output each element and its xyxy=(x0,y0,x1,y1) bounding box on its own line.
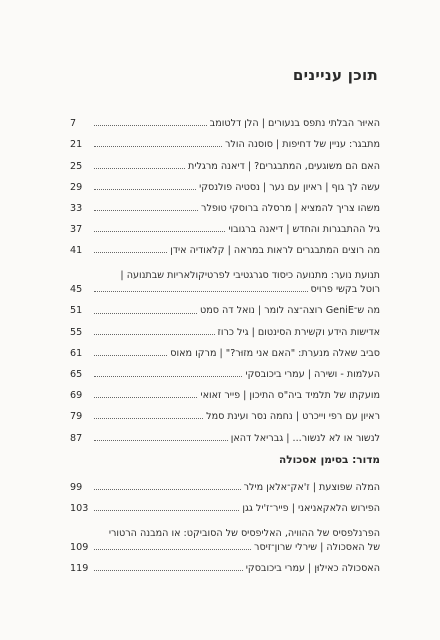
toc-entry-title: הפירוש הלאקאניאני | פייר־ז'יל גגן xyxy=(242,502,380,514)
page-number: 25 xyxy=(70,160,83,172)
toc-entry xyxy=(70,317,380,338)
toc-entry-title: מתבגר: עניין של דחיפות | סוסנה הולר xyxy=(225,139,380,151)
page-number: 79 xyxy=(70,411,83,423)
toc-entry-title: אדישות הידע וקשירת הסינטום | גיל כרוז xyxy=(217,326,380,338)
dot-leader xyxy=(94,251,167,253)
toc-entry-title: תנועת נוער: מתנועה כיסוד סגרגטיבי לפרטיקולאריות שבתנועה | xyxy=(120,270,380,282)
page-title: תוכן עניינים xyxy=(292,66,378,84)
toc-entry-title: מועקתו של תלמיד ביה"ס התיכון | פייר זאואי xyxy=(200,390,380,402)
dot-leader xyxy=(94,124,207,126)
toc-entry-author: של האסכולה | שירלי שרון־זיסר xyxy=(254,541,380,553)
page-number: 87 xyxy=(70,432,83,444)
dot-leader xyxy=(94,417,203,419)
toc-entry-title: האם הם משוגעים, המתבגרים? | דיאנה מרגלית xyxy=(188,160,380,172)
page-number: 33 xyxy=(70,202,83,214)
dot-leader xyxy=(94,548,251,550)
toc-entry xyxy=(70,359,380,380)
toc-entry xyxy=(70,553,380,574)
toc-entry xyxy=(70,256,380,295)
toc-entry xyxy=(70,150,380,171)
toc-entry-title: משהו צריך להמציא | מרסלה ברוסקי טופלר xyxy=(201,202,380,214)
page-number: 41 xyxy=(70,245,83,257)
toc-entry-title: הפרנלפסיס של ההוויה, האליפסיס של הסוביקט: או המבנה הרטורי xyxy=(108,527,380,539)
toc-entry-title: עשה לך גוף | ראיון עם נער | נסטיה פולנסקי xyxy=(199,181,380,193)
toc-entry-line xyxy=(70,542,380,553)
page-number: 61 xyxy=(70,347,83,359)
toc-entry xyxy=(70,129,380,150)
toc-entry xyxy=(70,380,380,401)
page-number: 29 xyxy=(70,181,83,193)
toc-entry-title: סביב שאלה מנערת: "האם אני מזוּר?" | מרקו מאוס xyxy=(170,347,380,359)
toc-entry xyxy=(70,214,380,235)
page-number: 7 xyxy=(70,118,77,130)
page-number: 45 xyxy=(70,284,83,296)
toc-entry-title: המלה שפוצעת | ז'אק־אלאן מילר xyxy=(243,481,380,493)
toc-entry xyxy=(70,338,380,359)
toc-entry-author: רוטל בקשי פרויס xyxy=(310,284,380,296)
dot-leader xyxy=(94,312,197,314)
dot-leader xyxy=(94,439,228,441)
dot-leader xyxy=(94,209,198,211)
dot-leader xyxy=(94,354,167,356)
toc-entry xyxy=(70,472,380,493)
page-number: 65 xyxy=(70,369,83,381)
page-number: 37 xyxy=(70,224,83,236)
toc-entry xyxy=(70,108,380,129)
dot-leader xyxy=(94,188,196,190)
toc-entry-line xyxy=(70,284,380,295)
toc-entry-title: האיוּר הבלתי נתפס בנעורים | הלן דלטומב xyxy=(209,118,380,130)
toc-entry-title: מה רוצים המתבגרים לראות במראה | קלאודיה אידן xyxy=(170,245,380,257)
dot-leader xyxy=(94,375,242,377)
dot-leader xyxy=(94,333,215,335)
toc-entry-title: מה ש־GeniE רוצה־צה לומר | נואל דה סמט xyxy=(200,305,380,317)
toc-entry xyxy=(70,422,380,443)
page-number: 109 xyxy=(70,541,89,553)
dot-leader xyxy=(94,145,222,147)
toc-entry-title: העלמות - ושירה | עמרי ביכובסקי xyxy=(245,369,380,381)
dot-leader xyxy=(94,488,241,490)
page-number: 69 xyxy=(70,390,83,402)
page-number: 99 xyxy=(70,481,83,493)
dot-leader xyxy=(94,230,225,232)
toc-entry xyxy=(70,235,380,256)
toc-list xyxy=(70,108,380,574)
toc-entry xyxy=(70,295,380,316)
dot-leader xyxy=(94,290,308,292)
toc-entry-title: גיל ההתבגרות והחדש | דיאנה ברגובוי xyxy=(228,224,380,236)
page-number: 55 xyxy=(70,326,83,338)
toc-entry xyxy=(70,401,380,422)
toc-entry-title: לנשור או לא לנשור... | גבריאל דהאן xyxy=(230,432,380,444)
dot-leader xyxy=(94,167,185,169)
toc-entry-title: ראיון עם רפי וייכרט | נחמה נסר ועינת סמל xyxy=(206,411,380,423)
page-number: 21 xyxy=(70,139,83,151)
toc-entry xyxy=(70,172,380,193)
dot-leader xyxy=(94,569,243,571)
toc-entry xyxy=(70,514,380,553)
toc-entry xyxy=(70,493,380,514)
page-number: 103 xyxy=(70,502,89,514)
toc-entry-title: האסכולה כאילוּן | עמרי ביכובסקי xyxy=(245,563,380,575)
dot-leader xyxy=(94,396,197,398)
dot-leader xyxy=(94,509,239,511)
page-number: 119 xyxy=(70,563,89,575)
toc-entry xyxy=(70,193,380,214)
section-title: מדור: בסימן אסכולה xyxy=(279,453,380,466)
page-number: 51 xyxy=(70,305,83,317)
